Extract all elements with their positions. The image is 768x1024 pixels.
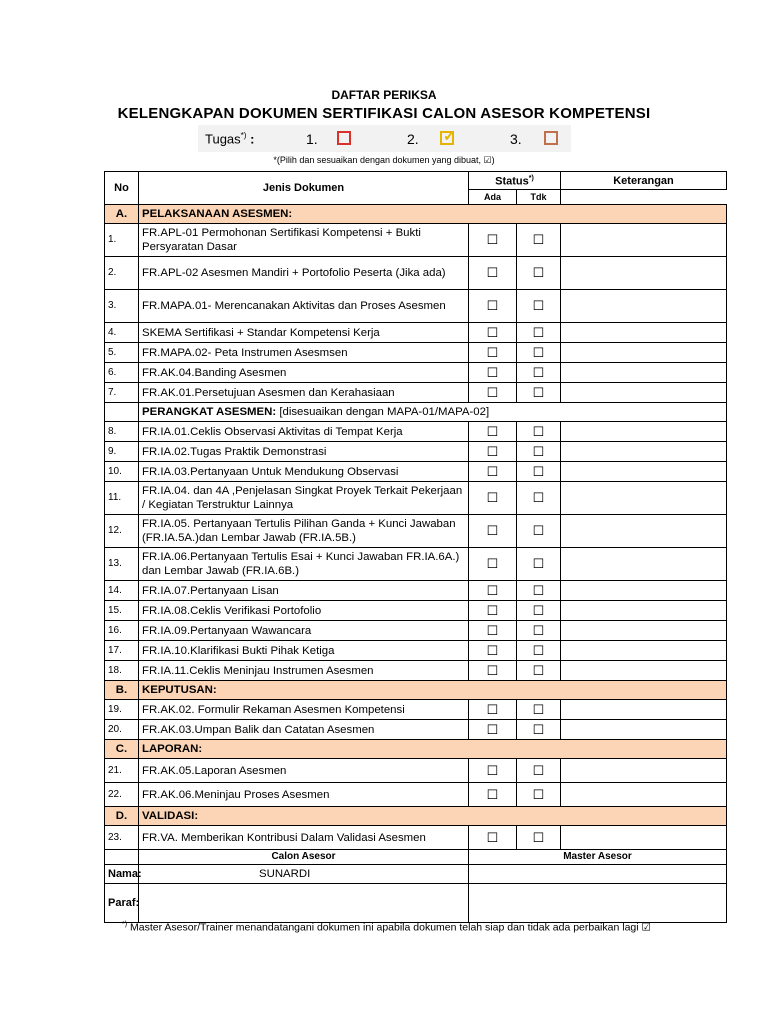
section-title: PELAKSANAAN ASESMEN: — [139, 205, 727, 224]
section-header-row — [105, 807, 727, 826]
col-header-status — [469, 172, 561, 190]
selection-note: *(Pilih dan sesuaikan dengan dokumen yang dibuat, ☑) — [273, 155, 495, 165]
checkbox-icon: ☐ — [532, 463, 545, 479]
keterangan-cell[interactable] — [561, 383, 727, 403]
table-row — [105, 515, 727, 548]
status-ada-checkbox[interactable] — [469, 759, 517, 783]
keterangan-cell[interactable] — [561, 515, 727, 548]
table-row — [105, 462, 727, 482]
checkbox-icon: ☐ — [486, 721, 499, 737]
status-tdk-checkbox[interactable] — [517, 783, 561, 807]
status-ada-checkbox[interactable] — [469, 826, 517, 850]
checkbox-icon: ☐ — [532, 344, 545, 360]
document-name: FR.IA.07.Pertanyaan Lisan — [139, 581, 469, 601]
row-number: 10. — [105, 462, 139, 482]
calon-asesor-header: Calon Asesor — [139, 850, 469, 865]
keterangan-cell[interactable] — [561, 641, 727, 661]
tugas-label — [205, 131, 254, 146]
status-ada-checkbox[interactable] — [469, 224, 517, 257]
status-ada-checkbox[interactable] — [469, 783, 517, 807]
tugas-label-text: Tugas — [205, 131, 241, 147]
table-row — [105, 548, 727, 581]
signature-block — [105, 850, 727, 923]
row-number: 22. — [105, 783, 139, 807]
checkbox-icon: ☐ — [532, 523, 545, 538]
status-tdk-checkbox[interactable] — [517, 343, 561, 363]
checkbox-icon: ☐ — [486, 642, 499, 658]
checkbox-icon: ☐ — [486, 364, 499, 380]
table-row — [105, 290, 727, 323]
footnote — [122, 917, 675, 936]
row-number: 12. — [105, 515, 139, 548]
row-number: 18. — [105, 661, 139, 681]
status-ada-checkbox[interactable] — [469, 462, 517, 482]
checkbox-icon: ☐ — [486, 622, 499, 638]
section-header-row — [105, 681, 727, 700]
section-title: KEPUTUSAN: — [139, 681, 727, 700]
document-name: FR.MAPA.02- Peta Instrumen Asesmsen — [139, 343, 469, 363]
checkbox-icon: ☐ — [532, 324, 545, 340]
row-number: 8. — [105, 422, 139, 442]
checkbox-icon: ☐ — [532, 423, 545, 439]
checkbox-icon: ☐ — [532, 829, 545, 845]
sub-section-row — [105, 403, 727, 422]
keterangan-cell[interactable] — [561, 720, 727, 740]
status-ada-checkbox[interactable] — [469, 515, 517, 548]
document-name: FR.IA.01.Ceklis Observasi Aktivitas di Tempat Kerja — [139, 422, 469, 442]
keterangan-cell[interactable] — [561, 363, 727, 383]
sub-section-spacer — [105, 403, 139, 422]
doc-title-small: DAFTAR PERIKSA — [331, 88, 437, 102]
checkbox-icon: ☐ — [486, 384, 499, 400]
status-ada-checkbox[interactable] — [469, 548, 517, 581]
status-tdk-checkbox[interactable] — [517, 383, 561, 403]
table-row — [105, 759, 727, 783]
checkbox-icon: ☐ — [532, 556, 545, 571]
checkbox-icon: ☐ — [532, 490, 545, 505]
status-tdk-checkbox[interactable] — [517, 601, 561, 621]
row-number: 20. — [105, 720, 139, 740]
status-tdk-checkbox[interactable] — [517, 515, 561, 548]
table-row — [105, 323, 727, 343]
tugas-colon: : — [250, 131, 255, 147]
status-tdk-checkbox[interactable] — [517, 621, 561, 641]
document-name: FR.IA.04. dan 4A ,Penjelasan Singkat Proyek Terkait Pekerjaan / Kegiatan Terstruktur Lainnya — [139, 482, 469, 515]
keterangan-cell[interactable] — [561, 323, 727, 343]
status-tdk-checkbox[interactable] — [517, 720, 561, 740]
checkbox-icon: ☐ — [532, 384, 545, 400]
status-ada-checkbox[interactable] — [469, 720, 517, 740]
checkbox-icon: ☐ — [486, 701, 499, 717]
keterangan-cell[interactable] — [561, 548, 727, 581]
keterangan-cell[interactable] — [561, 601, 727, 621]
col-header-status-text: Status — [495, 175, 529, 188]
table-row — [105, 422, 727, 442]
keterangan-cell[interactable] — [561, 621, 727, 641]
keterangan-cell[interactable] — [561, 422, 727, 442]
status-ada-checkbox[interactable] — [469, 621, 517, 641]
document-name: FR.IA.06.Pertanyaan Tertulis Esai + Kunci Jawaban FR.IA.6A.) dan Lembar Jawab (FR.IA.6B.) — [139, 548, 469, 581]
keterangan-cell[interactable] — [561, 482, 727, 515]
section-label: B. — [105, 681, 139, 700]
table-row — [105, 363, 727, 383]
section-header-row — [105, 205, 727, 224]
status-tdk-checkbox[interactable] — [517, 548, 561, 581]
document-name: FR.APL-01 Permohonan Sertifikasi Kompetensi + Bukti Persyaratan Dasar — [139, 224, 469, 257]
keterangan-cell[interactable] — [561, 343, 727, 363]
table-row — [105, 661, 727, 681]
section-title: VALIDASI: — [139, 807, 727, 826]
document-name: FR.IA.08.Ceklis Verifikasi Portofolio — [139, 601, 469, 621]
status-ada-checkbox[interactable] — [469, 581, 517, 601]
keterangan-cell[interactable] — [561, 581, 727, 601]
status-ada-checkbox[interactable] — [469, 661, 517, 681]
table-row — [105, 581, 727, 601]
status-ada-checkbox[interactable] — [469, 700, 517, 720]
table-row — [105, 343, 727, 363]
checkbox-icon: ☐ — [486, 463, 499, 479]
sub-section-bold: PERANGKAT ASESMEN: — [142, 406, 277, 418]
table-row — [105, 257, 727, 290]
footnote-text: Master Asesor/Trainer menandatangani dokumen ini apabila dokumen telah siap dan tidak ada perbaikan lagi ☑ — [129, 921, 651, 934]
document-name: FR.AK.06.Meninjau Proses Asesmen — [139, 783, 469, 807]
checkbox-icon: ☐ — [486, 556, 499, 571]
checkbox-icon: ☐ — [532, 622, 545, 638]
status-ada-checkbox[interactable] — [469, 363, 517, 383]
checkbox-icon: ☐ — [486, 762, 499, 778]
header-spacer — [561, 190, 727, 205]
tugas-option-1-label: 1. — [306, 131, 318, 147]
status-tdk-checkbox[interactable] — [517, 442, 561, 462]
row-number: 13. — [105, 548, 139, 581]
table-row — [105, 224, 727, 257]
status-ada-checkbox[interactable] — [469, 641, 517, 661]
checkbox-icon: ☐ — [486, 662, 499, 678]
row-number: 6. — [105, 363, 139, 383]
document-name: FR.AK.02. Formulir Rekaman Asesmen Kompetensi — [139, 700, 469, 720]
row-number: 16. — [105, 621, 139, 641]
checkbox-icon: ☐ — [486, 265, 499, 280]
tugas-option-1-checkbox[interactable] — [337, 131, 351, 145]
status-ada-checkbox[interactable] — [469, 323, 517, 343]
table-row — [105, 621, 727, 641]
status-tdk-checkbox[interactable] — [517, 422, 561, 442]
sig-spacer — [105, 850, 139, 865]
checkbox-icon: ☐ — [486, 324, 499, 340]
status-ada-checkbox[interactable] — [469, 343, 517, 363]
keterangan-cell[interactable] — [561, 442, 727, 462]
document-name: FR.IA.09.Pertanyaan Wawancara — [139, 621, 469, 641]
checkbox-icon: ☐ — [532, 232, 545, 247]
document-name: FR.IA.05. Pertanyaan Tertulis Pilihan Ganda + Kunci Jawaban (FR.IA.5A.)dan Lembar Jawab (FR.IA.5B.) — [139, 515, 469, 548]
checkbox-icon: ☐ — [486, 582, 499, 598]
keterangan-cell[interactable] — [561, 759, 727, 783]
status-tdk-checkbox[interactable] — [517, 759, 561, 783]
keterangan-cell[interactable] — [561, 700, 727, 720]
row-number: 14. — [105, 581, 139, 601]
tugas-option-2-checkbox[interactable] — [440, 128, 456, 145]
doc-title-main: KELENGKAPAN DOKUMEN SERTIFIKASI CALON ASESOR KOMPETENSI — [117, 105, 651, 122]
document-name: FR.IA.10.Klarifikasi Bukti Pihak Ketiga — [139, 641, 469, 661]
row-number: 3. — [105, 290, 139, 323]
col-header-keterangan: Keterangan — [561, 172, 727, 190]
checkbox-icon: ☐ — [486, 490, 499, 505]
checkbox-icon: ☐ — [532, 642, 545, 658]
col-header-no: No — [105, 172, 139, 205]
document-name: FR.APL-02 Asesmen Mandiri + Portofolio Peserta (Jika ada) — [139, 257, 469, 290]
checkbox-icon: ☐ — [532, 298, 545, 313]
row-number: 7. — [105, 383, 139, 403]
document-name: FR.AK.04.Banding Asesmen — [139, 363, 469, 383]
tugas-sup: *) — [240, 131, 247, 140]
col-header-jenis: Jenis Dokumen — [139, 172, 469, 205]
section-label: A. — [105, 205, 139, 224]
nama-value: SUNARDI — [139, 865, 469, 884]
checkbox-icon: ☐ — [486, 344, 499, 360]
row-number: 11. — [105, 482, 139, 515]
row-number: 21. — [105, 759, 139, 783]
checkbox-icon: ☐ — [486, 232, 499, 247]
checkbox-icon: ☐ — [532, 701, 545, 717]
keterangan-cell[interactable] — [561, 783, 727, 807]
checkbox-icon: ☐ — [532, 786, 545, 802]
status-tdk-checkbox[interactable] — [517, 661, 561, 681]
checkbox-icon: ☐ — [486, 602, 499, 618]
status-tdk-checkbox[interactable] — [517, 323, 561, 343]
checkbox-icon: ☐ — [532, 662, 545, 678]
section-label: C. — [105, 740, 139, 759]
sub-section-title — [139, 403, 727, 422]
col-header-status-sup: *) — [528, 175, 534, 183]
checkbox-icon: ☐ — [486, 829, 499, 845]
row-number: 1. — [105, 224, 139, 257]
keterangan-cell[interactable] — [561, 290, 727, 323]
status-tdk-checkbox[interactable] — [517, 581, 561, 601]
checkbox-icon: ☐ — [486, 423, 499, 439]
tugas-option-3-checkbox[interactable] — [544, 131, 558, 145]
tugas-option-2-label: 2. — [407, 131, 419, 147]
keterangan-cell[interactable] — [561, 257, 727, 290]
status-tdk-checkbox[interactable] — [517, 482, 561, 515]
checkbox-icon: ☐ — [486, 786, 499, 802]
status-ada-checkbox[interactable] — [469, 422, 517, 442]
section-title: LAPORAN: — [139, 740, 727, 759]
checkbox-icon: ☐ — [532, 443, 545, 459]
document-name: FR.AK.05.Laporan Asesmen — [139, 759, 469, 783]
nama-label: Nama: — [105, 865, 139, 884]
keterangan-cell[interactable] — [561, 826, 727, 850]
checkbox-icon: ☐ — [532, 364, 545, 380]
checkbox-icon: ☐ — [532, 265, 545, 280]
row-number: 17. — [105, 641, 139, 661]
footnote-sup: *) — [122, 921, 128, 928]
checkbox-icon: ☐ — [486, 298, 499, 313]
checkbox-icon: ☐ — [532, 721, 545, 737]
keterangan-cell[interactable] — [561, 224, 727, 257]
keterangan-cell[interactable] — [561, 661, 727, 681]
master-nama-cell — [469, 865, 727, 884]
checkbox-icon: ☐ — [486, 443, 499, 459]
row-number: 23. — [105, 826, 139, 850]
table-row — [105, 826, 727, 850]
status-tdk-checkbox[interactable] — [517, 363, 561, 383]
sub-section-rest: [disesuaikan dengan MAPA-01/MAPA-02] — [276, 406, 490, 418]
table-row — [105, 383, 727, 403]
checkbox-icon: ☐ — [532, 602, 545, 618]
section-label: D. — [105, 807, 139, 826]
document-name: FR.IA.11.Ceklis Meninjau Instrumen Asesmen — [139, 661, 469, 681]
row-number: 19. — [105, 700, 139, 720]
status-ada-checkbox[interactable] — [469, 290, 517, 323]
status-ada-checkbox[interactable] — [469, 442, 517, 462]
table-row — [105, 482, 727, 515]
document-name: FR.MAPA.01- Merencanakan Aktivitas dan Proses Asesmen — [139, 290, 469, 323]
checkbox-icon: ☐ — [532, 582, 545, 598]
paraf-label: Paraf: — [105, 884, 139, 923]
document-name: SKEMA Sertifikasi + Standar Kompetensi Kerja — [139, 323, 469, 343]
checkbox-icon: ☐ — [532, 762, 545, 778]
checkbox-icon: ☐ — [486, 523, 499, 538]
master-asesor-header: Master Asesor — [469, 850, 727, 865]
checklist-table — [104, 171, 727, 923]
col-header-tdk: Tdk — [517, 190, 561, 205]
table-row — [105, 700, 727, 720]
row-number: 2. — [105, 257, 139, 290]
status-tdk-checkbox[interactable] — [517, 462, 561, 482]
row-number: 15. — [105, 601, 139, 621]
keterangan-cell[interactable] — [561, 462, 727, 482]
tugas-option-3-label: 3. — [510, 131, 522, 147]
status-tdk-checkbox[interactable] — [517, 224, 561, 257]
document-name: FR.IA.03.Pertanyaan Untuk Mendukung Observasi — [139, 462, 469, 482]
document-name: FR.AK.01.Persetujuan Asesmen dan Kerahasiaan — [139, 383, 469, 403]
table-row — [105, 442, 727, 462]
status-tdk-checkbox[interactable] — [517, 826, 561, 850]
status-ada-checkbox[interactable] — [469, 601, 517, 621]
table-row — [105, 720, 727, 740]
check-icon: ✓ — [443, 128, 456, 145]
table-row — [105, 601, 727, 621]
status-ada-checkbox[interactable] — [469, 257, 517, 290]
row-number: 4. — [105, 323, 139, 343]
checklist-body — [105, 205, 727, 850]
table-row — [105, 783, 727, 807]
status-ada-checkbox[interactable] — [469, 383, 517, 403]
table-row — [105, 641, 727, 661]
col-header-ada: Ada — [469, 190, 517, 205]
row-number: 9. — [105, 442, 139, 462]
status-tdk-checkbox[interactable] — [517, 641, 561, 661]
status-tdk-checkbox[interactable] — [517, 700, 561, 720]
status-tdk-checkbox[interactable] — [517, 257, 561, 290]
document-name: FR.IA.02.Tugas Praktik Demonstrasi — [139, 442, 469, 462]
row-number: 5. — [105, 343, 139, 363]
status-tdk-checkbox[interactable] — [517, 290, 561, 323]
document-name: FR.VA. Memberikan Kontribusi Dalam Validasi Asesmen — [139, 826, 469, 850]
section-header-row — [105, 740, 727, 759]
document-name: FR.AK.03.Umpan Balik dan Catatan Asesmen — [139, 720, 469, 740]
status-ada-checkbox[interactable] — [469, 482, 517, 515]
